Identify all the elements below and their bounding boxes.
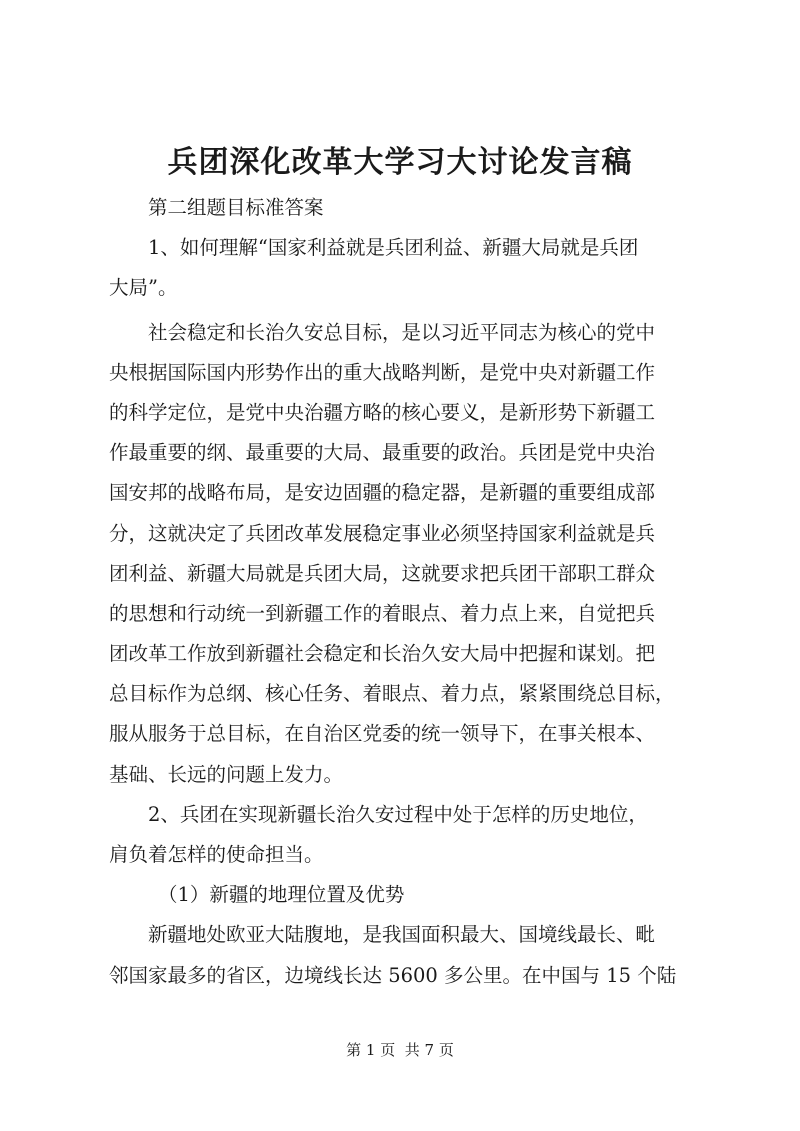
body-line: 大局”。 <box>109 276 178 300</box>
body-line: 总目标作为总纲、核心任务、着眼点、着力点，紧紧围绕总目标， <box>109 682 675 706</box>
body-line: 分，这就决定了兵团改革发展稳定事业必须坚持国家利益就是兵 <box>109 521 656 545</box>
body-line: 1、如何理解“国家利益就是兵团利益、新疆大局就是兵团 <box>148 236 639 260</box>
body-line: 国安邦的战略布局，是安边固疆的稳定器，是新疆的重要组成部 <box>109 481 656 505</box>
body-line: 的科学定位，是党中央治疆方略的核心要义，是新形势下新疆工 <box>109 400 656 424</box>
body-line: 社会稳定和长治久安总目标，是以习近平同志为核心的党中 <box>148 320 656 344</box>
body-line: 邻国家最多的省区，边境线长达 5600 多公里。在中国与 15 个陆 <box>109 963 677 987</box>
body-line: 作最重要的纲、最重要的大局、最重要的政治。兵团是党中央治 <box>109 441 656 465</box>
document-title: 兵团深化改革大学习大讨论发言稿 <box>167 145 633 180</box>
section-heading: （1）新疆的地理位置及优势 <box>158 883 405 907</box>
body-line: 第二组题目标准答案 <box>148 196 324 219</box>
body-line: 2、兵团在实现新疆长治久安过程中处于怎样的历史地位， <box>148 802 648 826</box>
body-line: 团利益、新疆大局就是兵团大局，这就要求把兵团干部职工群众 <box>109 561 656 585</box>
page-footer <box>0 1040 800 1060</box>
body-line: 新疆地处欧亚大陆腹地，是我国面积最大、国境线最长、毗 <box>148 923 656 947</box>
body-line: 团改革工作放到新疆社会稳定和长治久安大局中把握和谋划。把 <box>109 642 656 666</box>
body-line: 服从服务于总目标，在自治区党委的统一领导下，在事关根本、 <box>109 722 656 746</box>
page-number: 第 1 页 共 7 页 <box>346 1041 454 1059</box>
body-line: 的思想和行动统一到新疆工作的着眼点、着力点上来，自觉把兵 <box>109 601 656 625</box>
document-body <box>109 188 709 996</box>
body-line: 肩负着怎样的使命担当。 <box>109 843 324 866</box>
body-line: 央根据国际国内形势作出的重大战略判断，是党中央对新疆工作 <box>109 360 656 384</box>
body-line: 基础、长远的问题上发力。 <box>109 762 344 786</box>
